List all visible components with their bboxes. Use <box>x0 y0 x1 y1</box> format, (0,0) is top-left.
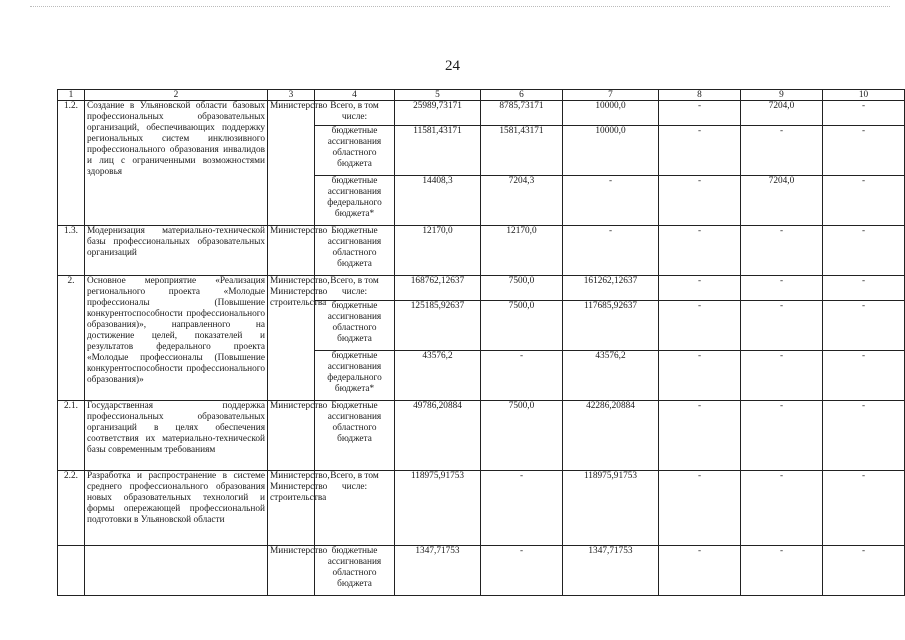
amount-cell: - <box>823 226 905 276</box>
amount-cell: - <box>481 546 563 596</box>
row-number: 2.1. <box>58 401 85 471</box>
table-row <box>58 276 905 301</box>
amount-cell: 161262,12637 <box>563 276 659 301</box>
amount-cell: - <box>659 351 741 401</box>
col-header: 9 <box>741 90 823 101</box>
amount-cell: 1347,71753 <box>563 546 659 596</box>
row-name: Модернизация материально-технической базы профессиональных образовательных организаций <box>85 226 268 276</box>
row-name: Государственная поддержка профессиональных образовательных организаций в целях обеспечения соответствия их материально-технической базы современным требованиям <box>85 401 268 471</box>
col-header: 3 <box>268 90 315 101</box>
amount-cell: - <box>659 126 741 176</box>
amount-cell: - <box>823 301 905 351</box>
amount-cell: 125185,92637 <box>395 301 481 351</box>
col-header: 10 <box>823 90 905 101</box>
amount-cell: 7500,0 <box>481 301 563 351</box>
row-name: Разработка и распространение в системе среднего профессионального образования новых образовательных технологий и формы опережающей профессиональной подготовки в Ульяновской области <box>85 471 268 546</box>
col-header: 7 <box>563 90 659 101</box>
row-executor: Министерство <box>268 401 315 471</box>
amount-cell: - <box>659 546 741 596</box>
row-executor: Министерство <box>268 101 315 226</box>
amount-cell: 49786,20884 <box>395 401 481 471</box>
table-row <box>58 546 905 596</box>
amount-cell: - <box>823 471 905 546</box>
amount-cell: - <box>659 471 741 546</box>
amount-cell: - <box>563 176 659 226</box>
amount-cell: 43576,2 <box>395 351 481 401</box>
amount-cell: - <box>823 126 905 176</box>
col-header: 6 <box>481 90 563 101</box>
col-header: 2 <box>85 90 268 101</box>
amount-cell: 1347,71753 <box>395 546 481 596</box>
amount-cell: - <box>659 301 741 351</box>
amount-cell: - <box>741 401 823 471</box>
amount-cell: 42286,20884 <box>563 401 659 471</box>
row-name: Создание в Ульяновской области базовых профессиональных образовательных организаций, обеспечивающих поддержку региональных систем инклюзивного профессионального образования инвалидов и лиц с ограниченными возможностями здоровья <box>85 101 268 226</box>
amount-cell: 14408,3 <box>395 176 481 226</box>
funding-source: бюджетные ассигнования федерального бюджета* <box>315 351 395 401</box>
amount-cell: 11581,43171 <box>395 126 481 176</box>
row-executor: Министерство <box>268 226 315 276</box>
funding-source: бюджетные ассигнования областного бюджета <box>315 546 395 596</box>
row-name: Основное мероприятие «Реализация регионального проекта «Молодые профессионалы (Повышение конкурентоспособности профессионального образования)», направленного на достижение целей, показателей и результатов федерального проекта «Молодые профессионалы (Повышение конкурентоспособности профессионального образования)» <box>85 276 268 401</box>
row-number: 2. <box>58 276 85 401</box>
funding-source: бюджетные ассигнования областного бюджета <box>315 301 395 351</box>
amount-cell: 10000,0 <box>563 126 659 176</box>
table-row <box>58 471 905 546</box>
amount-cell: - <box>741 226 823 276</box>
amount-cell: 12170,0 <box>395 226 481 276</box>
page-number: 24 <box>445 58 460 74</box>
funding-source: Всего, в том числе: <box>315 101 395 126</box>
header-row <box>58 90 905 101</box>
col-header: 1 <box>58 90 85 101</box>
amount-cell: - <box>659 176 741 226</box>
row-executor: Министерство <box>268 546 315 596</box>
amount-cell: 12170,0 <box>481 226 563 276</box>
amount-cell: - <box>741 351 823 401</box>
table-row <box>58 226 905 276</box>
funding-source: бюджетные ассигнования областного бюджета <box>315 126 395 176</box>
amount-cell: - <box>659 226 741 276</box>
amount-cell: 117685,92637 <box>563 301 659 351</box>
amount-cell: 8785,73171 <box>481 101 563 126</box>
row-executor: Министерство, Министерство строительства <box>268 276 315 401</box>
amount-cell: - <box>659 101 741 126</box>
amount-cell: - <box>659 276 741 301</box>
amount-cell: 168762,12637 <box>395 276 481 301</box>
amount-cell: 118975,91753 <box>395 471 481 546</box>
amount-cell: - <box>823 101 905 126</box>
row-number: 1.3. <box>58 226 85 276</box>
amount-cell: - <box>741 546 823 596</box>
amount-cell: 7500,0 <box>481 401 563 471</box>
amount-cell: 43576,2 <box>563 351 659 401</box>
row-number <box>58 546 85 596</box>
amount-cell: 118975,91753 <box>563 471 659 546</box>
amount-cell: - <box>823 276 905 301</box>
amount-cell: - <box>823 546 905 596</box>
amount-cell: 7204,0 <box>741 101 823 126</box>
row-executor: Министерство, Министерство строительства <box>268 471 315 546</box>
funding-source: бюджетные ассигнования федерального бюджета* <box>315 176 395 226</box>
table-row <box>58 101 905 126</box>
table-row <box>58 401 905 471</box>
funding-source: Всего, в том числе: <box>315 276 395 301</box>
amount-cell: 7204,0 <box>741 176 823 226</box>
row-name <box>85 546 268 596</box>
amount-cell: - <box>741 301 823 351</box>
amount-cell: - <box>481 351 563 401</box>
amount-cell: - <box>823 401 905 471</box>
col-header: 8 <box>659 90 741 101</box>
amount-cell: - <box>741 126 823 176</box>
amount-cell: - <box>823 351 905 401</box>
amount-cell: 7500,0 <box>481 276 563 301</box>
amount-cell: - <box>823 176 905 226</box>
amount-cell: 25989,73171 <box>395 101 481 126</box>
col-header: 4 <box>315 90 395 101</box>
amount-cell: 10000,0 <box>563 101 659 126</box>
row-number: 1.2. <box>58 101 85 226</box>
funding-source: Всего, в том числе: <box>315 471 395 546</box>
amount-cell: - <box>481 471 563 546</box>
amount-cell: - <box>659 401 741 471</box>
amount-cell: - <box>741 471 823 546</box>
budget-table <box>57 89 905 596</box>
amount-cell: - <box>563 226 659 276</box>
amount-cell: - <box>741 276 823 301</box>
col-header: 5 <box>395 90 481 101</box>
row-number: 2.2. <box>58 471 85 546</box>
funding-source: Бюджетные ассигнования областного бюджета <box>315 401 395 471</box>
amount-cell: 1581,43171 <box>481 126 563 176</box>
amount-cell: 7204,3 <box>481 176 563 226</box>
funding-source: Бюджетные ассигнования областного бюджета <box>315 226 395 276</box>
scan-noise <box>30 6 890 9</box>
